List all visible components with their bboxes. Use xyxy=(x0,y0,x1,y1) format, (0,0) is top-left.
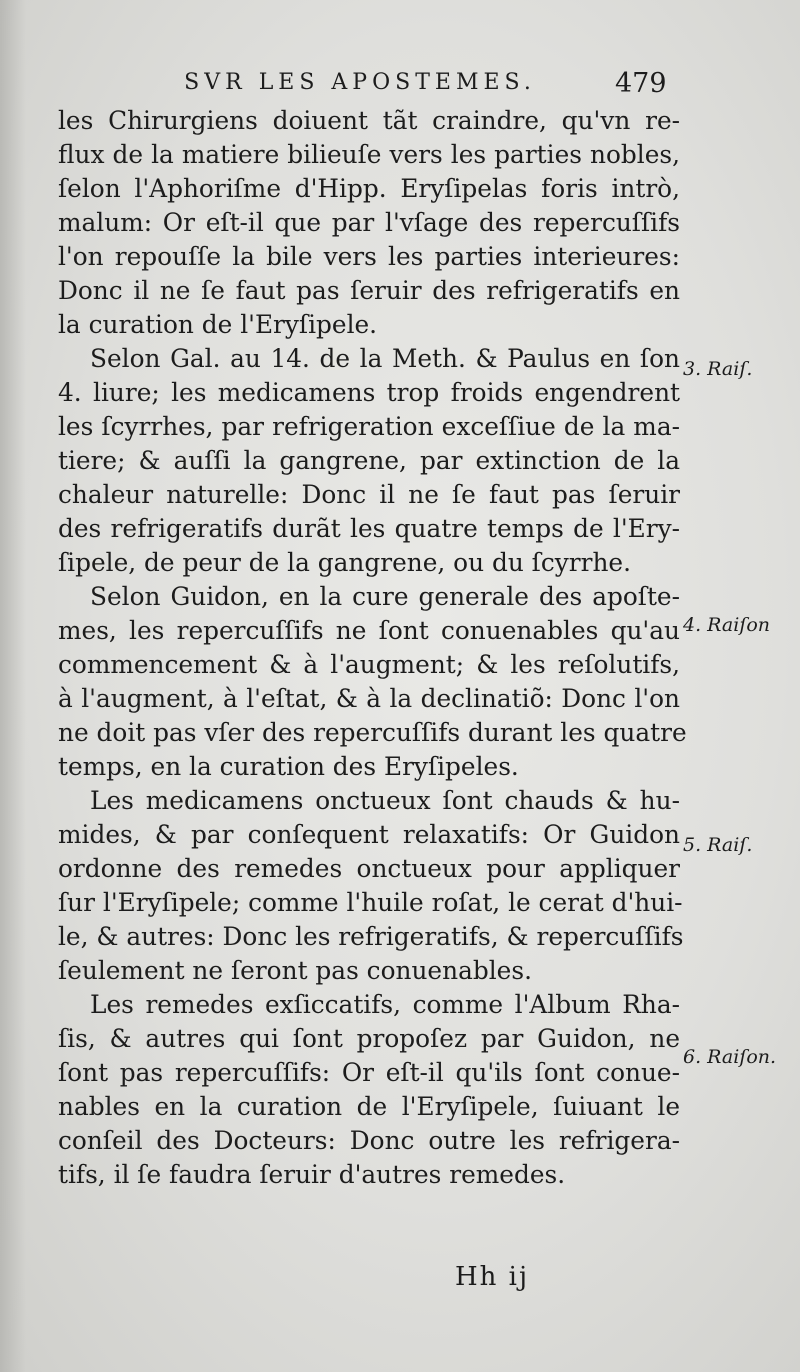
text-line: flux de la matiere bilieuſe vers les parties nobles, xyxy=(58,140,680,169)
text-line: la curation de l'Eryſipele. xyxy=(58,310,378,339)
text-line: conſeil des Docteurs: Donc outre les refrigera- xyxy=(58,1126,680,1155)
text-line: mes, les repercuſſifs ne ſont conuenables qu'au xyxy=(58,616,680,645)
page-number: 479 xyxy=(615,68,667,99)
text-line: nables en la curation de l'Eryſipele, ſuiuant le xyxy=(58,1092,680,1121)
text-line: commencement & à l'augment; & les reſolutifs, xyxy=(58,650,680,679)
text-line: le, & autres: Donc les refrigeratifs, & repercuſſifs xyxy=(58,922,684,951)
text-line: Les medicamens onctueux ſont chauds & hu- xyxy=(90,786,680,815)
text-line: Donc il ne ſe faut pas ſeruir des refrigeratifs en xyxy=(58,276,680,305)
text-line: mides, & par conſequent relaxatifs: Or Guidon xyxy=(58,820,680,849)
text-line: ſelon l'Aphoriſme d'Hipp. Eryſipelas foris intrò, xyxy=(58,174,680,203)
text-line: ne doit pas vſer des repercuſſifs durant les quatre xyxy=(58,718,687,747)
text-line: ſont pas repercuſſifs: Or eſt-il qu'ils ſont conue- xyxy=(58,1058,680,1087)
text-line: tifs, il ſe faudra ſeruir d'autres remedes. xyxy=(58,1160,566,1189)
text-line: l'on repouſſe la bile vers les parties interieures: xyxy=(58,242,680,271)
text-line: 4. liure; les medicamens trop froids engendrent xyxy=(58,378,680,407)
text-line: les Chirurgiens doiuent tãt craindre, qu'vn re- xyxy=(58,106,680,135)
text-line: des refrigeratifs durãt les quatre temps de l'Ery- xyxy=(58,514,680,543)
margin-note-4: 4. Raiſon xyxy=(683,614,771,636)
text-line: temps, en la curation des Eryſipeles. xyxy=(58,752,519,781)
text-line: Selon Gal. au 14. de la Meth. & Paulus en ſon xyxy=(90,344,680,373)
text-line: malum: Or eſt-il que par l'vſage des repercuſſifs xyxy=(58,208,680,237)
margin-note-6: 6. Raiſon. xyxy=(683,1046,777,1068)
text-line: les ſcyrrhes, par refrigeration exceſſiue de la ma- xyxy=(58,412,680,441)
main-text-block xyxy=(58,104,687,1192)
text-line: ſis, & autres qui ſont propoſez par Guidon, ne xyxy=(58,1024,680,1053)
text-line: chaleur naturelle: Donc il ne ſe faut pas ſeruir xyxy=(58,480,680,509)
margin-note-5: 5. Raiſ. xyxy=(683,834,753,856)
text-line: ſur l'Eryſipele; comme l'huile roſat, le cerat d'hui- xyxy=(58,888,683,917)
text-line: tiere; & auſſi la gangrene, par extinction de la xyxy=(58,446,680,475)
margin-note-3: 3. Raiſ. xyxy=(683,358,753,380)
text-line: ſipele, de peur de la gangrene, ou du ſcyrrhe. xyxy=(58,548,631,577)
running-title: SVR LES APOSTEMES. xyxy=(184,70,536,95)
text-line: ſeulement ne ſeront pas conuenables. xyxy=(58,956,532,985)
gutter-shadow xyxy=(0,0,26,1372)
signature-mark: Hh ij xyxy=(455,1262,530,1292)
text-line: Selon Guidon, en la cure generale des apoſte- xyxy=(90,582,680,611)
text-line: à l'augment, à l'eſtat, & à la declinatiõ: Donc l'on xyxy=(58,684,680,713)
text-line: Les remedes exſiccatifs, comme l'Album Rha- xyxy=(90,990,680,1019)
text-line: ordonne des remedes onctueux pour appliquer xyxy=(58,854,680,883)
